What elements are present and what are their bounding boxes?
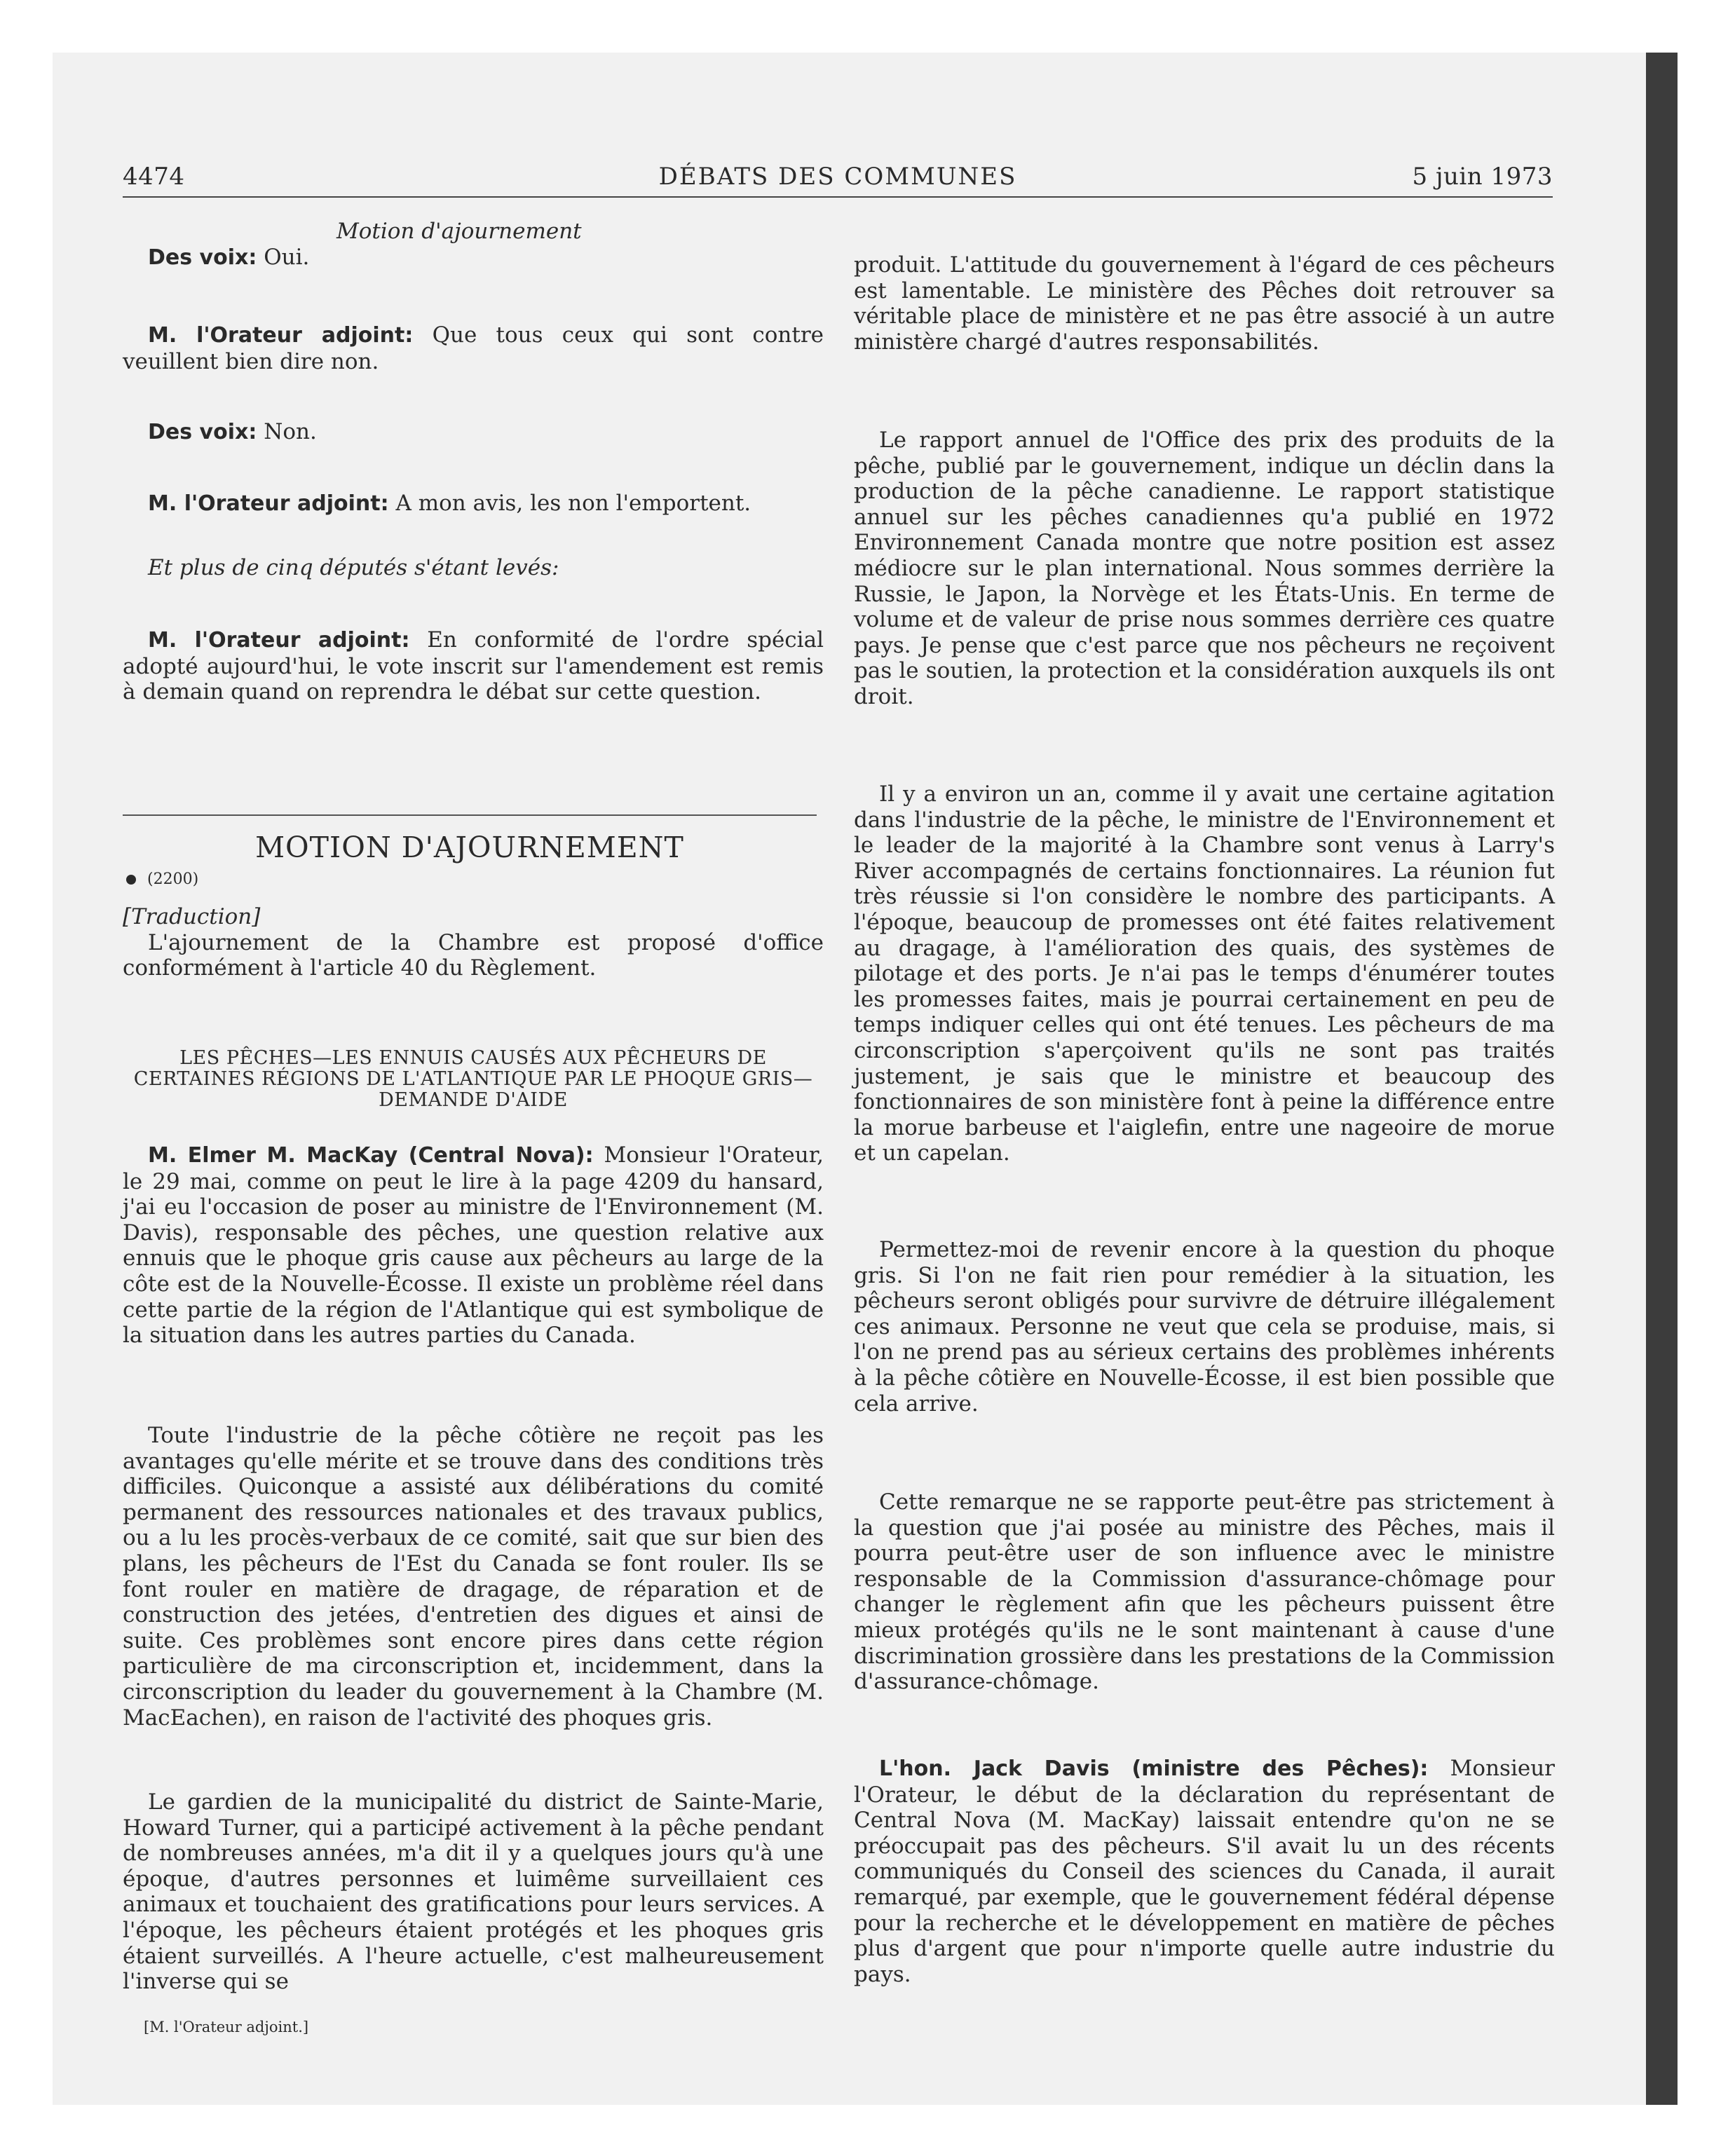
paragraph: Il y a environ un an, comme il y avait une certaine agitation dans l'industrie de la pêche, le ministre de l'Environnement et le leader de la majorité à la Chambre sont venus à Larry's River accompagnés de certains fonctionnaires. La réunion fut très réussie si l'on considère le nombre des participants. A l'époque, beaucoup de promesses ont été faites relativement au dragage, à l'amélioration des quais, des systèmes de pilotage et des ports. Je n'ai pas le temps d'énumérer toutes les promesses faites, mais je pourrai certainement en peu de temps indiquer celles qui ont été tenues. Les pêcheurs de ma circonscription s'aperçoivent qu'ils ne sont pas traités justement, je sais que le ministre et beaucoup des fonctionnaires de son ministère font à peine la différence entre la morue barbeuse et l'aiglefin, entre une nageoire de morue et un capelan.: [854, 782, 1555, 1166]
subheading: LES PÊCHES—LES ENNUIS CAUSÉS AUX PÊCHEURS DE CERTAINES RÉGIONS DE L'ATLANTIQUE PAR LE PHOQUE GRIS—DEMANDE D'AIDE: [133, 1047, 813, 1111]
left-column: [123, 219, 824, 271]
left-column: [123, 419, 824, 446]
speaker: Des voix:: [148, 420, 257, 444]
right-column: [854, 428, 1555, 710]
paragraph: L'hon. Jack Davis (ministre des Pêches): Monsieur l'Orateur, le début de la déclaration du représentant de Central Nova (M. MacKay) laissait entendre qu'on ne se préoccupait pas des pêcheurs. S'il avait lu un des récents communiqués du Conseil des sciences du Canada, il aurait remarqué, par exemple, que le gouvernement fédéral dépense pour la recherche et le développement en matière de pêches plus d'argent que pour n'importe quelle autre industrie du pays.: [854, 1756, 1555, 1987]
divider: [123, 814, 817, 816]
left-column: [123, 491, 824, 517]
page-date: 5 juin 1973: [1412, 163, 1553, 191]
left-column: [123, 1423, 824, 1731]
page-number: 4474: [123, 163, 185, 191]
paragraph: Cette remarque ne se rapporte peut-être pas strictement à la question que j'ai posée au ministre des Pêches, mais il pourra peut-être user de son influence avec le ministre responsable de la Commission d'assurance-chômage pour changer le règlement afin que les pêcheurs puissent être mieux protégés qu'ils ne le sont maintenant à cause d'une discrimination grossière dans les prestations de la Commission d'assurance-chômage.: [854, 1489, 1555, 1695]
translation-note: [Traduction]: [123, 904, 261, 929]
speaker: L'hon. Jack Davis (ministre des Pêches):: [879, 1756, 1429, 1781]
paragraph: Permettez-moi de revenir encore à la question du phoque gris. Si l'on ne fait rien pour remédier à la situation, les pêcheurs seront obligés pour survivre de détruire illégalement ces animaux. Personne ne veut que cela se produise, mais, si l'on ne prend pas au sérieux certains des problèmes inhérents à la pêche côtière en Nouvelle-Écosse, il est bien possible que cela arrive.: [854, 1237, 1555, 1417]
section-heading: MOTION D'AJOURNEMENT: [255, 831, 684, 864]
page-edge-shadow: [1646, 53, 1678, 2105]
left-column: [123, 555, 824, 581]
page-footer: [M. l'Orateur adjoint.]: [144, 2019, 309, 2035]
paragraph: M. Elmer M. MacKay (Central Nova): Monsieur l'Orateur, le 29 mai, comme on peut le lire à la page 4209 du hansard, j'ai eu l'occasion de poser au ministre de l'Environnement (M. Davis), responsable des pêches, une question relative aux ennuis que le phoque gris cause aux pêcheurs au large de la côte est de la Nouvelle-Écosse. Il existe un problème réel dans cette partie de la région de l'Atlantique qui est symbolique de la situation dans les autres parties du Canada.: [123, 1142, 824, 1349]
speaker: Des voix:: [148, 245, 257, 270]
section-title: Motion d'ajournement: [336, 219, 582, 244]
speaker: M. l'Orateur adjoint:: [148, 628, 410, 653]
left-column: [123, 322, 824, 374]
paragraph: Toute l'industrie de la pêche côtière ne reçoit pas les avantages qu'elle mérite et se trouve dans des conditions très difficiles. Quiconque a assisté aux délibérations du comité permanent des ressources nationales et des travaux publics, ou a lu les procès-verbaux de ce comité, sait que sur bien des plans, les pêcheurs de l'Est du Canada se font rouler. Ils se font rouler en matière de dragage, de réparation et de construction des jetées, d'entretien des digues et ainsi de suite. Ces problèmes sont encore pires dans cette région particulière de ma circonscription et, incidemment, dans la circonscription du leader du gouvernement à la Chambre (M. MacEachen), en raison de l'activité des phoques gris.: [123, 1423, 824, 1731]
paragraph: M. l'Orateur adjoint: Que tous ceux qui sont contre veuillent bien dire non.: [123, 322, 824, 374]
left-column: [123, 1048, 824, 1111]
right-column: [854, 252, 1555, 355]
paragraph: Le rapport annuel de l'Office des prix des produits de la pêche, publié par le gouvernement, indique un déclin dans la production de la pêche canadienne. Le rapport statistique annuel sur les pêches canadiennes qu'a publié en 1972 Environnement Canada montre que notre position est assez médiocre sur le plan international. Nous sommes derrière la Russie, le Japon, la Norvège et les États-Unis. En terme de volume et de valeur de prise nous sommes derrière ces quatre pays. Je pense que c'est parce que nos pêcheurs ne reçoivent pas le soutien, la protection et la considération auxquels ils ont droit.: [854, 428, 1555, 709]
stage-direction: Et plus de cinq députés s'étant levés:: [148, 555, 559, 580]
speaker: M. l'Orateur adjoint:: [148, 323, 414, 348]
paragraph: M. l'Orateur adjoint: En conformité de l'ordre spécial adopté aujourd'hui, le vote inscrit sur l'amendement est remis à demain quand on reprendra le débat sur cette question.: [123, 627, 824, 705]
paragraph: Le gardien de la municipalité du district de Sainte-Marie, Howard Turner, qui a participé activement à la pêche pendant de nombreuses années, m'a dit il y a quelques jours qu'à une époque, d'autres personnes et luimême surveillaient ces animaux et touchaient des gratifications pour leurs services. A l'époque, les pêcheurs étaient protégés et les phoques gris étaient surveillés. A l'heure actuelle, c'est malheureusement l'inverse qui se: [123, 1789, 824, 1995]
right-column: [854, 1756, 1555, 1987]
speaker: M. l'Orateur adjoint:: [148, 491, 389, 516]
publication-title: DÉBATS DES COMMUNES: [658, 163, 1017, 191]
paragraph: Des voix: Non.: [148, 419, 317, 444]
left-column: [123, 1142, 824, 1349]
left-column: [123, 904, 824, 981]
speaker: M. Elmer M. MacKay (Central Nova):: [148, 1143, 594, 1168]
right-column: [854, 1489, 1555, 1695]
time-stamp: (2200): [126, 871, 198, 888]
paragraph: Des voix: Oui.: [148, 244, 310, 270]
left-column: [123, 627, 824, 705]
bullet-icon: [126, 875, 136, 885]
paragraph: L'ajournement de la Chambre est proposé d'office conformément à l'article 40 du Règlement.: [123, 929, 824, 981]
paragraph: M. l'Orateur adjoint: A mon avis, les non l'emportent.: [148, 491, 751, 516]
paragraph: produit. L'attitude du gouvernement à l'égard de ces pêcheurs est lamentable. Le ministère des Pêches doit retrouver sa véritable place de ministère et ne pas être associé à un autre ministère chargé d'autres responsabilités.: [854, 252, 1555, 355]
page-header: [123, 163, 1553, 198]
right-column: [854, 782, 1555, 1166]
right-column: [854, 1237, 1555, 1417]
left-column: [123, 1789, 824, 1995]
